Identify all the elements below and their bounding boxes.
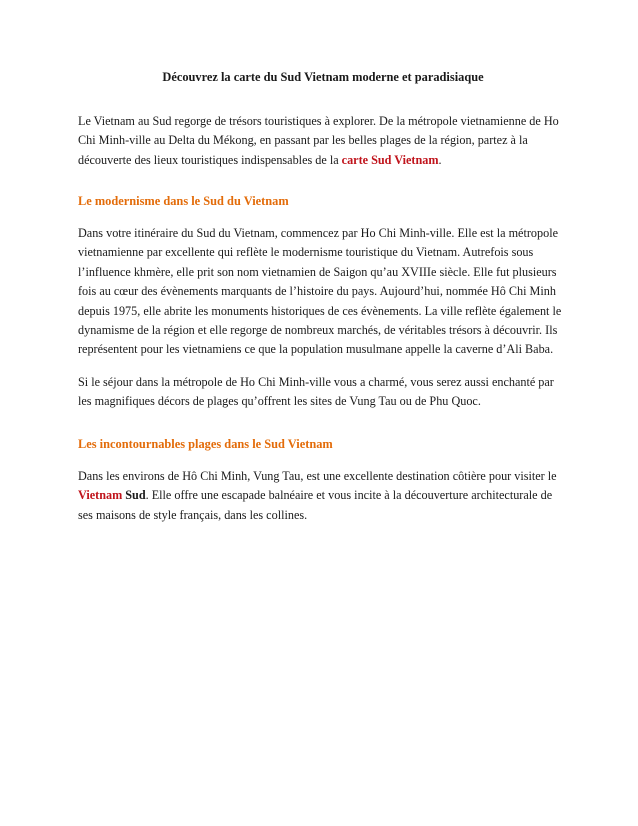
section1-paragraph-1: Dans votre itinéraire du Sud du Vietnam, commencez par Ho Chi Minh-ville. Elle est la métropole vietnamienne par excellente qui reflète le modernisme touristique du Vietnam. Autrefois sous l’influence khmère, elle prit son nom vietnamien de Saigon qu’au XVIIIe siècle. Elle fut plusieurs fois au cœur des évènements marquants de l’histoire du pays. Aujourd’hui, nommée Hô Chi Minh depuis 1975, elle abrite les monuments historiques de ces évènements. La ville reflète également le dynamisme de la région et elle regorge de nombreux marchés, de véritables trésors à découvrir. Ils représentent pour les vietnamiens ce que la population musulmane appelle la caverne d’Ali Baba. <box>78 226 562 357</box>
carte-sud-vietnam-link[interactable]: carte Sud Vietnam <box>341 152 439 167</box>
section-heading-modernisme: Le modernisme dans le Sud du Vietnam <box>78 194 289 208</box>
page-title: Découvrez la carte du Sud Vietnam moderne et paradisiaque <box>162 70 484 84</box>
section-heading-plages: Les incontournables plages dans le Sud Vietnam <box>78 437 333 451</box>
intro-paragraph <box>78 112 568 170</box>
intro-end: . <box>438 152 442 167</box>
vietnam-keyword[interactable]: Vietnam <box>78 488 123 503</box>
section2-paragraph <box>78 467 568 525</box>
sud-keyword[interactable]: Sud <box>122 488 146 503</box>
section2-text-end: . Elle offre une escapade balnéaire et vous incite à la découverture architecturale de ses maisons de style français, dans les collines. <box>78 488 553 522</box>
section2-text-start: Dans les environs de Hô Chi Minh, Vung Tau, est une excellente destination côtière pour visiter le <box>78 469 557 483</box>
intro-text: Le Vietnam au Sud regorge de trésors touristiques à explorer. De la métropole vietnamienne de Ho Chi Minh-ville au Delta du Mékong, en passant par les belles plages de la région, partez à la découverte des lieux touristiques indispensables de la <box>78 114 559 167</box>
section1-paragraph-2: Si le séjour dans la métropole de Ho Chi Minh-ville vous a charmé, vous serez aussi enchanté par les magnifiques décors de plages qu’offrent les sites de Vung Tau ou de Phu Quoc. <box>78 375 554 409</box>
